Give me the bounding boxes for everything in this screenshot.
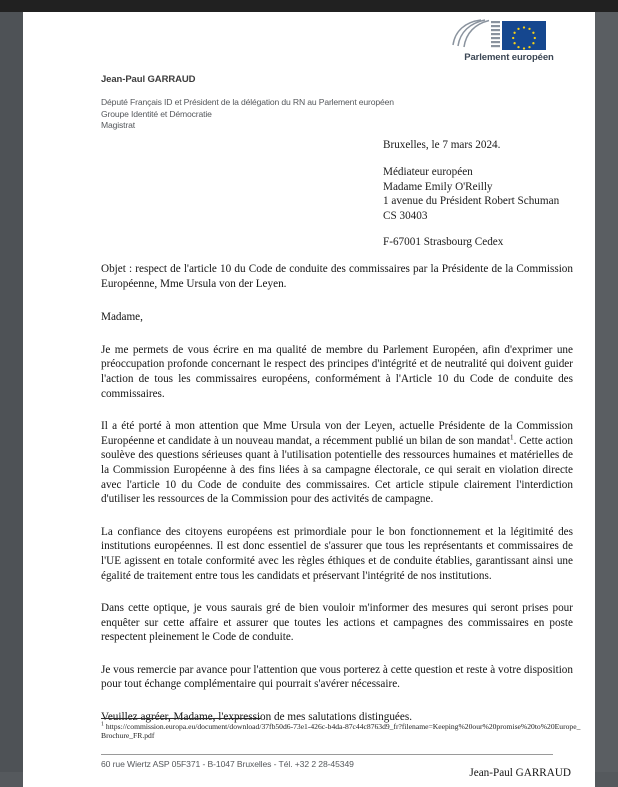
sender-profession: Magistrat [101, 120, 135, 130]
place-and-date: Bruxelles, le 7 mars 2024. [383, 139, 501, 151]
european-parliament-logo [445, 17, 573, 65]
sender-block [101, 74, 501, 132]
paragraph-2-text-before-footnote: Il a été porté à mon attention que Mme Ursula von der Leyen, actuelle Présidente de la Commission Européenne et candidate à un nouveau mandat, a récemment publié un bilan de son mandat [101, 420, 573, 447]
sender-name: Jean-Paul GARRAUD [101, 74, 196, 85]
letter-body [101, 262, 573, 779]
recipient-city: F-67001 Strasbourg Cedex [383, 236, 504, 249]
letter-signature: Jean-Paul GARRAUD [469, 766, 571, 779]
footnote-url[interactable]: https://commission.europa.eu/document/download/37fb50d6-73e1-426c-b4da-87c44c8763d9_fr?filename=Keeping%20our%20promise%20to%20Europe_Brochure_FR.pdf [101, 722, 581, 741]
sender-role: Député Français ID et Président de la délégation du RN au Parlement européen [101, 97, 394, 107]
recipient-name: Madame Emily O'Reilly [383, 180, 493, 193]
paragraph-2-text-after-footnote: . Cette action soulève des questions sérieuses quant à l'utilisation potentielle des ressources humaines et matérielles de la Commission Européenne à des fins liées à sa campagne électorale, ce qui serait en violation directe avec l'article 10 du Code de conduite des commissaires. Cet article stipule clairement l'interdiction d'utiliser les ressources de la Commission pour des activités de campagne. [101, 434, 573, 506]
spacer [383, 152, 595, 165]
recipient-block [383, 138, 595, 249]
recipient-street: 1 avenue du Président Robert Schuman [383, 195, 560, 208]
logo-arcs-icon [451, 19, 505, 50]
footnote-entry [101, 722, 581, 741]
footer-address: 60 rue Wiertz ASP 05F371 - B-1047 Bruxelles - Tél. +32 2 28-45349 [101, 759, 354, 769]
recipient-title: Médiateur européen [383, 166, 473, 179]
letter-closing: Veuillez agréer, Madame, l'expression de mes salutations distinguées. [101, 711, 412, 724]
document-page [23, 12, 595, 787]
letter-paragraph-5: Je vous remercie par avance pour l'attention que vous porterez à cette question et reste à votre disposition pour tout échange complémentaire qui pourrait s'avérer nécessaire. [101, 663, 573, 691]
footnote-reference-marker[interactable]: 1 [509, 432, 514, 442]
logo-caption: Parlement européen [464, 52, 554, 63]
footnote-number: 1 [101, 721, 104, 728]
letter-paragraph-2 [101, 419, 573, 507]
letter-subject: Objet : respect de l'article 10 du Code de conduite des commissaires par la Présidente de la Commission Européenne, Mme Ursula von der Leyen. [101, 263, 573, 290]
eu-stars-icon [502, 21, 546, 50]
footnote-separator-rule [101, 718, 261, 719]
letter-salutation: Madame, [101, 311, 143, 324]
eu-flag-icon [502, 21, 546, 50]
page-footer [101, 754, 561, 769]
letter-paragraph-1: Je me permets de vous écrire en ma qualité de membre du Parlement Européen, afin d'exprimer une préoccupation profonde concernant le respect des principes d'intégrité et de neutralité qui doivent guider l'action de tous les commissaires européens, conformément à l'Article 10 du Code de conduite des commissaires. [101, 343, 573, 400]
footer-separator-rule [101, 754, 553, 755]
logo-graphic [445, 17, 573, 51]
letter-paragraph-4: Dans cette optique, je vous saurais gré de bien vouloir m'informer des mesures qui seront prises pour enquêter sur cette affaire et assurer que toutes les actions et campagnes des commissaires en poste respectent pleinement le Code de conduite. [101, 602, 573, 644]
viewer-topbar [0, 0, 618, 12]
letter-paragraph-3: La confiance des citoyens européens est primordiale pour le bon fonctionnement et la légitimité des institutions européennes. Il est donc essentiel de s'assurer que tous les représentants et commissaires de l'UE agissent en totale conformité avec les règles éthiques et de conduite établies, garantissant ainsi une égalité de traitement entre tous les candidats et préservant l'intégrité de nos institutions. [101, 525, 573, 582]
recipient-box: CS 30403 [383, 209, 428, 222]
spacer [383, 223, 595, 235]
sender-group: Groupe Identité et Démocratie [101, 108, 212, 119]
footnote-block [101, 718, 581, 741]
viewer-right-gutter [595, 12, 618, 772]
sender-details [101, 97, 501, 132]
